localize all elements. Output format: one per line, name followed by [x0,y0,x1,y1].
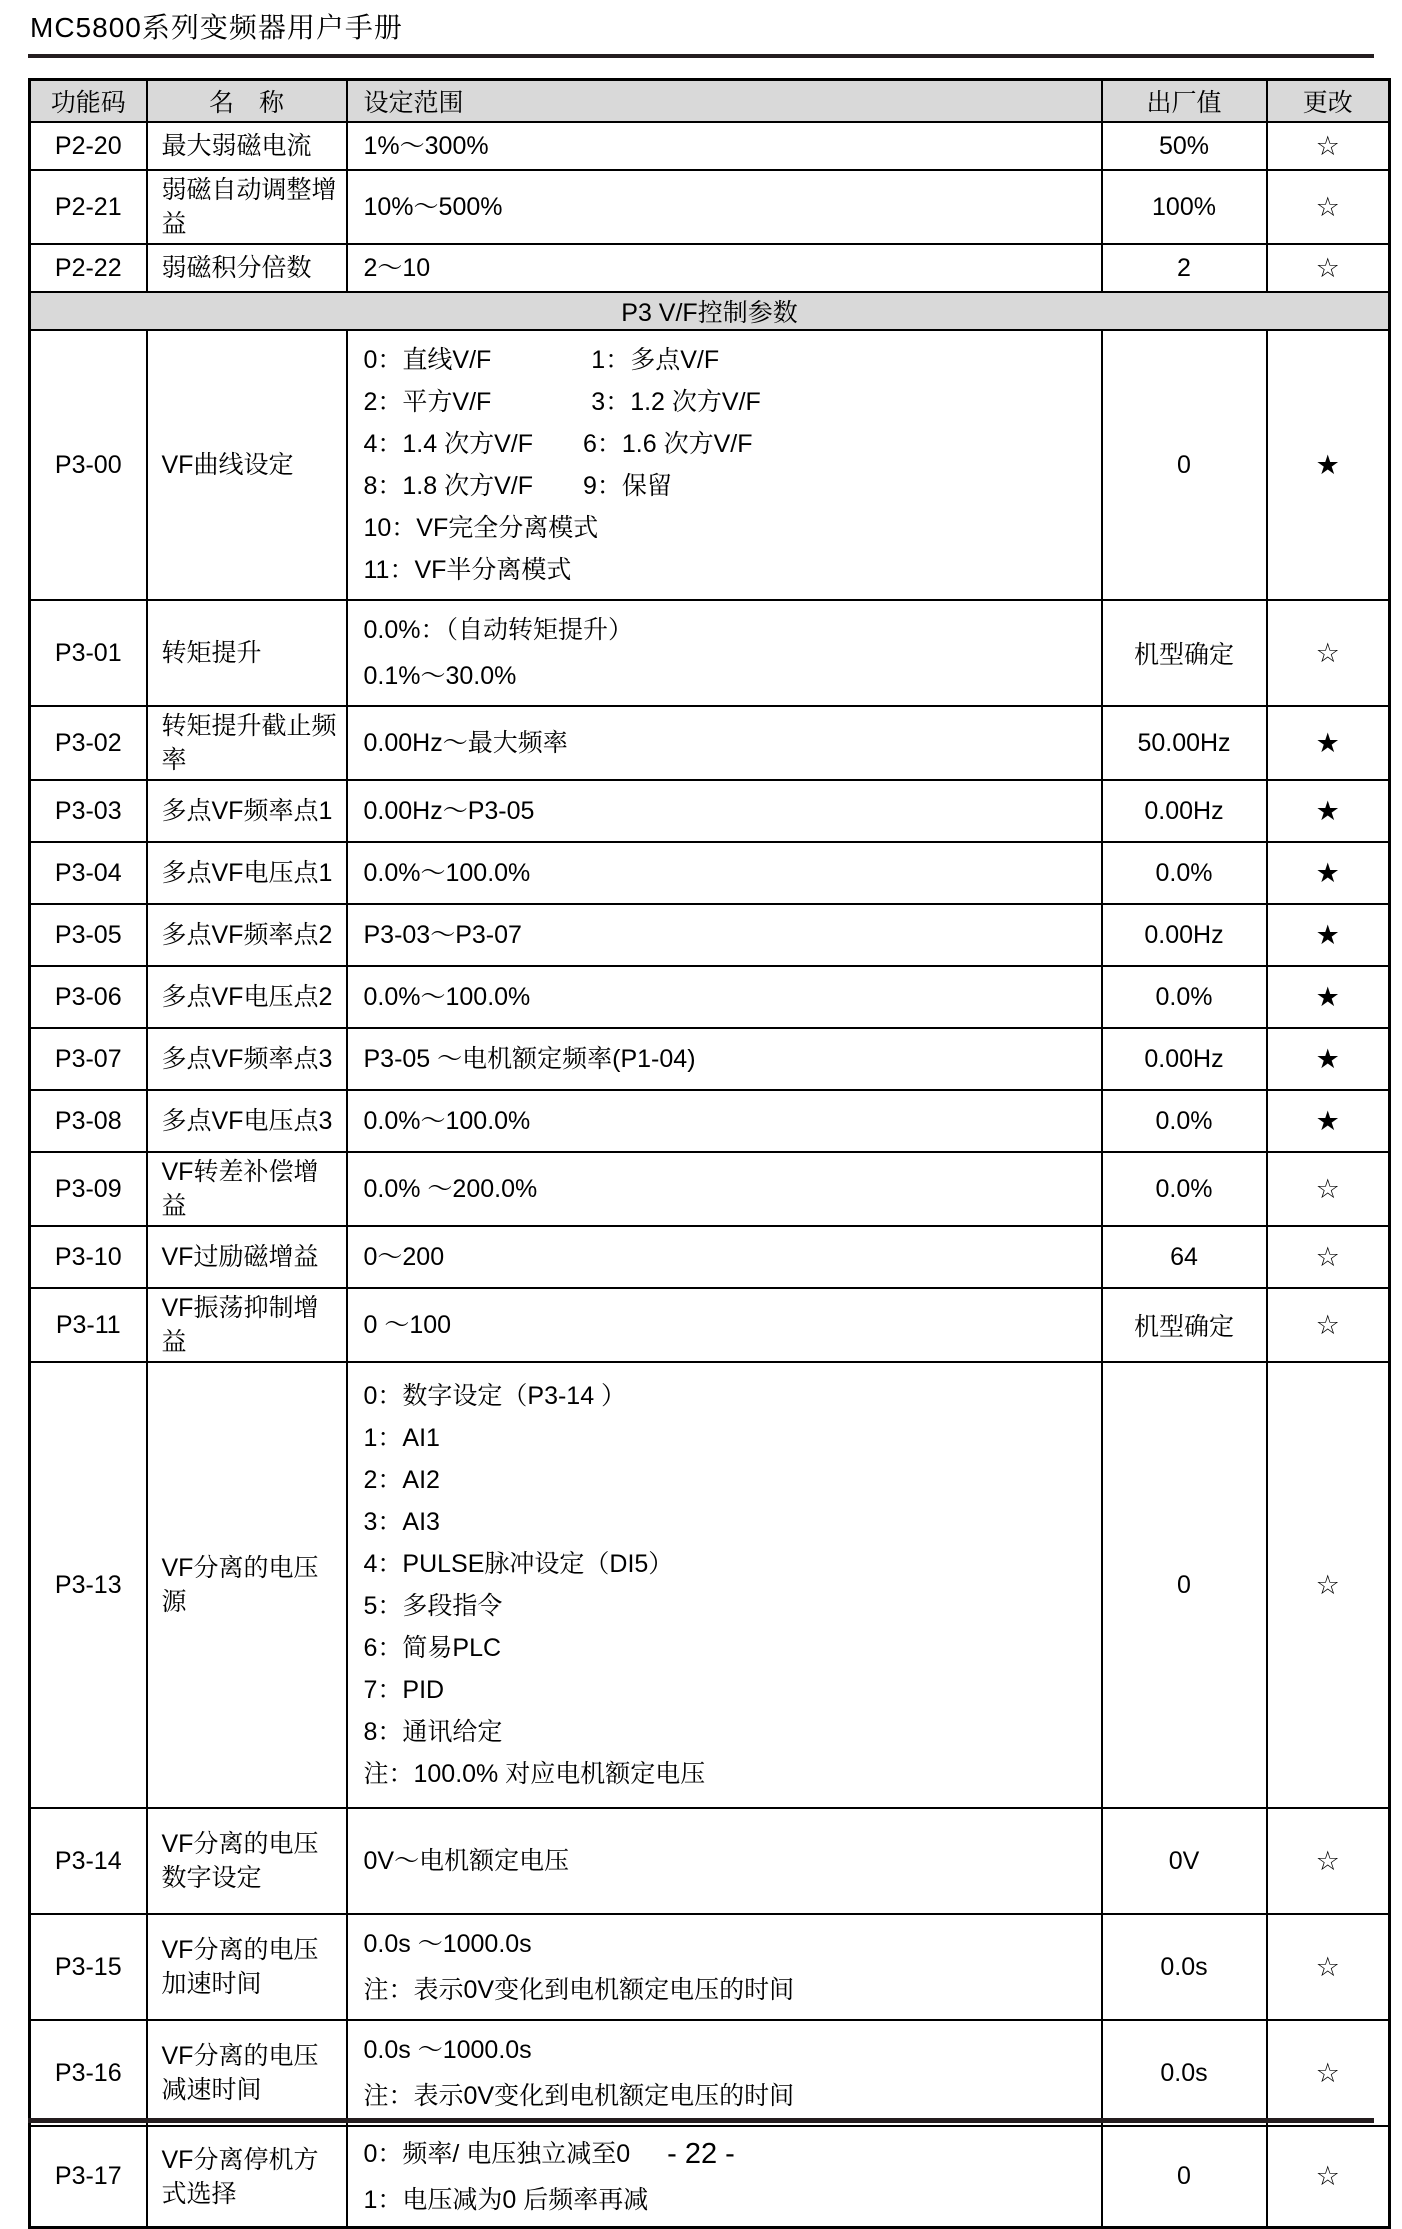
param-name: 多点VF电压点2 [147,966,347,1028]
range-line: 0.0%～100.0% [363,1107,531,1135]
table-row [30,170,1390,244]
range-line: 10%～500% [363,193,503,221]
table-row [30,1028,1390,1090]
param-range [347,1288,1102,1362]
range-line: 0.00Hz～P3-05 [363,797,535,825]
param-range [347,244,1102,292]
param-default-value: 0V [1102,1808,1267,1914]
param-default-value: 0.0s [1102,2020,1267,2126]
param-name: VF分离的电压加速时间 [147,1914,347,2020]
param-name: 最大弱磁电流 [147,122,347,170]
param-change-flag: ★ [1267,706,1390,780]
range-line: 1：电压减为0 后频率再减 [363,2185,649,2214]
param-default-value: 0.0% [1102,842,1267,904]
param-name: VF转差补偿增益 [147,1152,347,1226]
param-default-value: 0 [1102,330,1267,600]
range-line: 0：频率/ 电压独立减至0 [363,2139,631,2168]
range-line: 0：数字设定（P3-14 ） [363,1382,627,1410]
param-default-value: 机型确定 [1102,600,1267,706]
range-line: 7：PID [363,1676,445,1704]
param-name: 弱磁自动调整增益 [147,170,347,244]
param-code: P3-03 [30,780,147,842]
param-change-flag: ★ [1267,1028,1390,1090]
param-name: 弱磁积分倍数 [147,244,347,292]
param-change-flag: ★ [1267,1090,1390,1152]
param-change-flag: ☆ [1267,1288,1390,1362]
range-line: 0.0s ～1000.0s [363,1930,532,1958]
table-row [30,1808,1390,1914]
range-line: 8：通讯给定 [363,1718,503,1746]
param-name: VF分离的电压减速时间 [147,2020,347,2126]
table-header-row [30,80,1390,123]
param-range [347,842,1102,904]
param-change-flag: ☆ [1267,244,1390,292]
param-name: 多点VF电压点3 [147,1090,347,1152]
param-code: P3-10 [30,1226,147,1288]
range-line: 2：AI2 [363,1466,440,1494]
range-line: 0.00Hz～最大频率 [363,729,568,757]
range-line: 11：VF半分离模式 [363,556,572,584]
section-header-row [30,292,1390,330]
param-range [347,1362,1102,1808]
param-range [347,1914,1102,2020]
param-range [347,330,1102,600]
table-row [30,780,1390,842]
range-line: P3-03～P3-07 [363,921,522,949]
range-line: P3-05 ～电机额定频率(P1-04) [363,1045,696,1073]
param-range [347,1152,1102,1226]
range-line: 0～200 [363,1243,445,1271]
param-code: P2-20 [30,122,147,170]
table-header [30,80,1390,123]
table-row [30,244,1390,292]
param-change-flag: ☆ [1267,1914,1390,2020]
param-name: 多点VF频率点3 [147,1028,347,1090]
table-row [30,330,1390,600]
param-change-flag: ☆ [1267,122,1390,170]
param-name: VF曲线设定 [147,330,347,600]
range-line: 2：平方V/F 3：1.2 次方V/F [363,388,761,416]
range-line: 0.0%～100.0% [363,859,531,887]
range-line: 4：PULSE脉冲设定（DI5） [363,1550,674,1578]
param-range [347,1090,1102,1152]
param-change-flag: ☆ [1267,1808,1390,1914]
param-change-flag: ☆ [1267,2020,1390,2126]
range-line: 6：简易PLC [363,1634,502,1662]
column-header-code: 功能码 [30,80,147,123]
section-title: P3 V/F控制参数 [30,292,1390,330]
param-name: VF分离的电压数字设定 [147,1808,347,1914]
param-code: P3-04 [30,842,147,904]
param-default-value: 0.00Hz [1102,780,1267,842]
table-row [30,966,1390,1028]
param-change-flag: ★ [1267,780,1390,842]
table-row [30,1288,1390,1362]
param-code: P3-09 [30,1152,147,1226]
footer-divider [28,2118,1374,2123]
param-range [347,706,1102,780]
range-line: 1：AI1 [363,1424,440,1452]
page-number: - 22 - [667,2138,735,2170]
param-range [347,966,1102,1028]
param-change-flag: ★ [1267,966,1390,1028]
param-name: 多点VF频率点1 [147,780,347,842]
range-line: 0 ～100 [363,1311,452,1339]
param-code: P3-13 [30,1362,147,1808]
range-line: 注：表示0V变化到电机额定电压的时间 [363,1976,795,2004]
param-name: 转矩提升 [147,600,347,706]
table-row [30,2020,1390,2126]
param-code: P3-14 [30,1808,147,1914]
range-line: 5：多段指令 [363,1592,503,1620]
range-line: 0.0% ～200.0% [363,1175,538,1203]
column-header-range: 设定范围 [347,80,1102,123]
param-default-value: 机型确定 [1102,1288,1267,1362]
table-row [30,1226,1390,1288]
column-header-name: 名 称 [147,80,347,123]
param-name: VF过励磁增益 [147,1226,347,1288]
param-default-value: 64 [1102,1226,1267,1288]
param-name: VF振荡抑制增益 [147,1288,347,1362]
param-name: 多点VF电压点1 [147,842,347,904]
table-row [30,1914,1390,2020]
param-range [347,2020,1102,2126]
param-default-value: 0.00Hz [1102,904,1267,966]
table-row [30,1152,1390,1226]
param-default-value: 0.0% [1102,1152,1267,1226]
param-code: P3-08 [30,1090,147,1152]
param-change-flag: ☆ [1267,170,1390,244]
param-default-value: 0.0s [1102,1914,1267,2020]
table-row [30,904,1390,966]
range-line: 0.0%～100.0% [363,983,531,1011]
param-code: P3-05 [30,904,147,966]
param-code: P3-15 [30,1914,147,2020]
header-divider [28,54,1374,58]
param-code: P3-06 [30,966,147,1028]
table-row [30,122,1390,170]
table-row [30,842,1390,904]
param-change-flag: ★ [1267,904,1390,966]
param-default-value: 0.0% [1102,1090,1267,1152]
param-range [347,780,1102,842]
param-code: P3-16 [30,2020,147,2126]
range-line: 4：1.4 次方V/F 6：1.6 次方V/F [363,430,753,458]
param-change-flag: ☆ [1267,600,1390,706]
param-code: P3-00 [30,330,147,600]
param-change-flag: ☆ [1267,1152,1390,1226]
param-range [347,600,1102,706]
range-line: 0：直线V/F 1：多点V/F [363,346,720,374]
param-code: P3-02 [30,706,147,780]
param-range [347,1028,1102,1090]
range-line: 2～10 [363,254,431,282]
param-range [347,170,1102,244]
param-change-flag: ☆ [1267,2126,1390,2228]
param-name: 转矩提升截止频率 [147,706,347,780]
table-row [30,1362,1390,1808]
page-title: MC5800系列变频器用户手册 [30,12,403,43]
range-line: 1%～300% [363,132,489,160]
table-row [30,600,1390,706]
range-line: 3：AI3 [363,1508,440,1536]
range-line: 10：VF完全分离模式 [363,514,599,542]
range-line: 0.0%：（自动转矩提升） [363,616,633,644]
param-range [347,122,1102,170]
param-change-flag: ☆ [1267,1362,1390,1808]
param-default-value: 2 [1102,244,1267,292]
column-header-change: 更改 [1267,80,1390,123]
table-row [30,706,1390,780]
param-name: 多点VF频率点2 [147,904,347,966]
param-default-value: 50.00Hz [1102,706,1267,780]
param-code: P2-21 [30,170,147,244]
table-row [30,1090,1390,1152]
range-line: 8：1.8 次方V/F 9：保留 [363,472,672,500]
param-code: P3-11 [30,1288,147,1362]
range-line: 注：100.0% 对应电机额定电压 [363,1760,706,1788]
param-range [347,1226,1102,1288]
param-change-flag: ☆ [1267,1226,1390,1288]
column-header-value: 出厂值 [1102,80,1267,123]
param-code: P3-17 [30,2126,147,2228]
param-name: VF分离的电压源 [147,1362,347,1808]
param-change-flag: ★ [1267,842,1390,904]
param-code: P2-22 [30,244,147,292]
parameter-table [28,78,1391,2229]
range-line: 0.1%～30.0% [363,662,517,690]
param-range [347,1808,1102,1914]
param-default-value: 0 [1102,1362,1267,1808]
param-code: P3-07 [30,1028,147,1090]
range-line: 0V～电机额定电压 [363,1847,570,1875]
param-default-value: 0.00Hz [1102,1028,1267,1090]
param-default-value: 0 [1102,2126,1267,2228]
param-default-value: 0.0% [1102,966,1267,1028]
range-line: 0.0s ～1000.0s [363,2036,532,2064]
param-range [347,904,1102,966]
range-line: 注：表示0V变化到电机额定电压的时间 [363,2082,795,2110]
param-name: VF分离停机方式选择 [147,2126,347,2228]
param-change-flag: ★ [1267,330,1390,600]
param-default-value: 50% [1102,122,1267,170]
param-default-value: 100% [1102,170,1267,244]
param-code: P3-01 [30,600,147,706]
